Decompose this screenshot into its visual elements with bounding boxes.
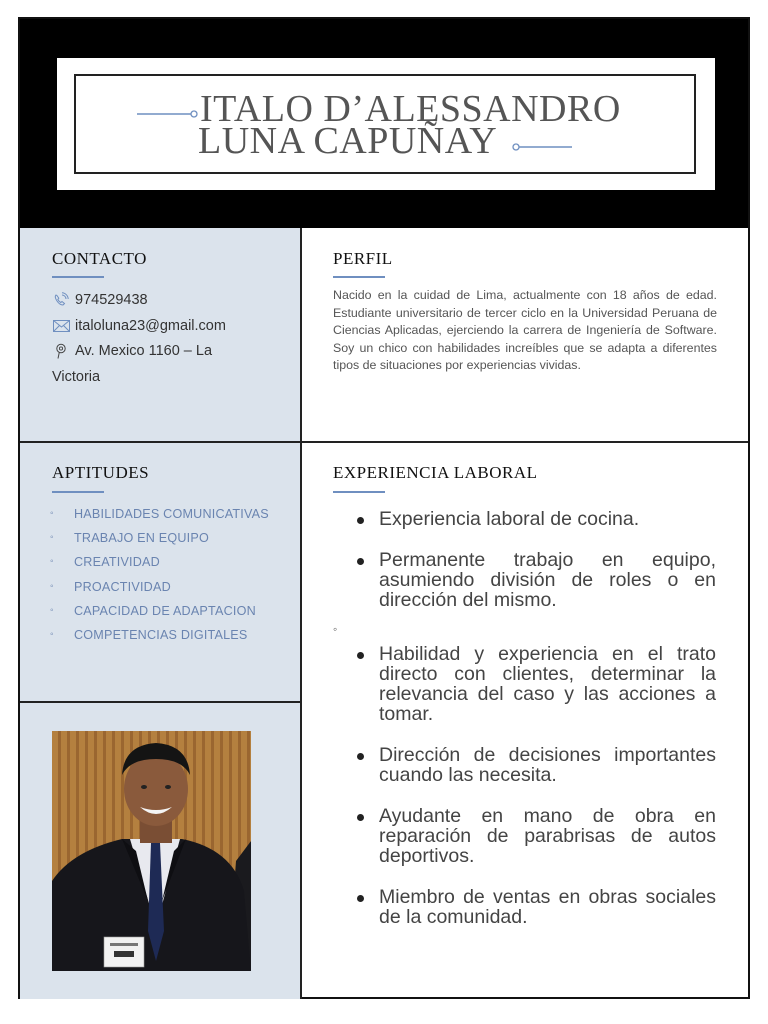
address-line-1: Av. Mexico 1160 – La [75,343,213,359]
profile-text: Nacido en la cuidad de Lima, actualmente con 18 años de edad. Estudiante universitario de tercer ciclo en la Universidad Peruana de Ciencias Aplicadas, ejerciendo la carrera de Ingeniería de Software. Soy un chico con habilidades increíbles que se adapta a diferentes tipos de situaciones por experiencias vividas. [333,288,717,372]
profile-underline [333,276,385,278]
skills-title: APTITUDES [52,463,150,482]
name-line-2: LUNA CAPUÑAY [198,120,498,162]
location-pin-icon [52,343,72,359]
experience-title: EXPERIENCIA LABORAL [333,463,538,482]
bullet-dot [357,895,364,902]
header-band [20,19,748,228]
experience-underline [333,491,385,493]
skill-item: ◦ HABILIDADES COMUNICATIVAS [50,507,269,521]
experience-item: Habilidad y experiencia en el trato directo con clientes, determinar la relevancia del caso y las acciones a tomar. [333,644,716,724]
name-line-1: ITALO D’ALESSANDRO [200,88,621,130]
skill-item: ◦ CREATIVIDAD [50,555,160,570]
profile-title: PERFIL [333,249,393,268]
address-line-2: Victoria [52,369,101,385]
skill-item: ◦ COMPETENCIAS DIGITALES [50,628,248,643]
experience-list-a [333,509,716,631]
contact-underline [52,276,104,278]
contact-title: CONTACTO [52,249,147,268]
bullet-dot [357,558,364,565]
skill-item: ◦ CAPACIDAD DE ADAPTACION [50,603,256,618]
contact-address [52,343,212,359]
name-card [57,58,715,190]
photo-illustration [52,731,251,971]
bullet-dot [357,753,364,760]
profile-photo [52,731,251,971]
left-line-ornament [137,109,199,119]
skills-list [50,502,290,647]
experience-item: Ayudante en mano de obra en reparación de parabrisas de autos deportivos. [333,806,716,866]
row-divider-1 [20,441,748,443]
experience-item: Miembro de ventas en obras sociales de la comunidad. [333,887,716,927]
email-address[interactable]: italoluna23@gmail.com [75,318,226,334]
phone-icon [52,292,72,308]
skills-underline [52,491,104,493]
column-divider [300,228,302,999]
email-icon [52,318,72,334]
experience-item: Permanente trabajo en equipo, asumiendo división de roles o en dirección del mismo. [333,550,716,610]
bullet-dot [357,652,364,659]
phone-number: 974529438 [75,292,148,308]
skill-item: ◦ PROACTIVIDAD [50,579,171,594]
bullet-dot [357,814,364,821]
stray-bullet: ◦ [333,622,338,636]
contact-phone [52,292,148,308]
bullet-dot [357,517,364,524]
experience-list-b [333,644,716,948]
contact-email [52,318,226,334]
row-divider-2 [20,701,300,703]
skill-item: ◦ TRABAJO EN EQUIPO [50,531,209,546]
right-line-ornament [512,142,574,152]
experience-item: Dirección de decisiones importantes cuando las necesita. [333,745,716,785]
experience-item: Experiencia laboral de cocina. [333,509,716,529]
